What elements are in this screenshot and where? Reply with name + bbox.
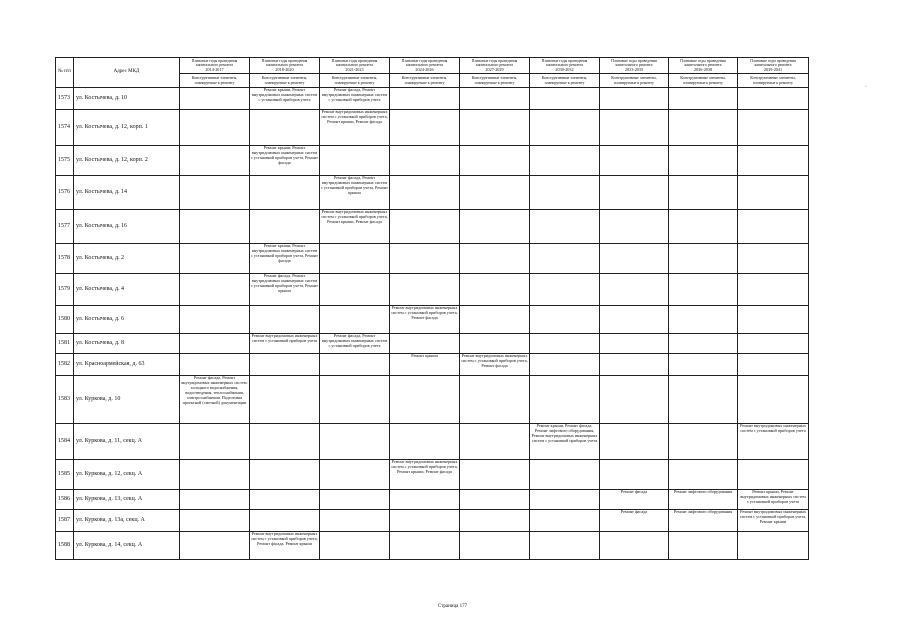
repair-works-cell (600, 244, 669, 274)
table-row (56, 334, 809, 354)
repair-works-cell (250, 376, 320, 424)
period-subheader: Конструктивные элементы, планируемые к ремонту (600, 74, 669, 88)
table-row (56, 424, 809, 460)
period-title: Плановые годы проведения капитального ремонта (611, 58, 657, 68)
repair-works-cell (738, 354, 809, 376)
repair-works-cell (600, 532, 669, 560)
repair-works-cell (460, 146, 530, 176)
repair-works-cell (250, 490, 320, 510)
repair-works-cell (669, 376, 738, 424)
row-number: 1581 (56, 334, 74, 354)
repair-works-cell (180, 306, 250, 334)
period-title: Плановые годы проведения капитального ремонта (331, 58, 378, 68)
repair-works-cell (600, 424, 669, 460)
repair-works-cell (390, 146, 460, 176)
repair-works-cell (669, 354, 738, 376)
repair-works-cell (320, 306, 390, 334)
building-address: ул. Костычева, д. 8 (74, 334, 180, 354)
period-subheader: Конструктивные элементы, планируемые к ремонту (180, 74, 250, 88)
repair-works-cell (530, 354, 600, 376)
repair-works-cell (250, 460, 320, 490)
repair-works-cell (669, 88, 738, 110)
repair-works-cell (738, 244, 809, 274)
repair-works-cell (460, 490, 530, 510)
repair-works-cell (530, 244, 600, 274)
building-address: ул. Куркова, д. 11, секц. А (74, 424, 180, 460)
repair-works-cell (738, 88, 809, 110)
repair-works-cell: Ремонт фасада, Ремонт внутридомовых инженерных систем с установкой приборов учета (320, 334, 390, 354)
repair-works-cell (390, 88, 460, 110)
repair-works-cell (600, 210, 669, 244)
repair-works-cell (530, 490, 600, 510)
repair-works-cell (669, 176, 738, 210)
period-title: Плановые годы проведения капитального ремонта (191, 58, 238, 68)
repair-works-cell (530, 510, 600, 532)
repair-works-cell (530, 210, 600, 244)
repair-works-cell: Ремонт крыши, Ремонт внутридомовых инженерных систем с установкой приборов учета (250, 88, 320, 110)
repair-works-cell: Ремонт лифтового оборудования (669, 510, 738, 532)
period-title: Плановые годы проведения капитального ремонта (541, 58, 588, 68)
repair-works-cell (600, 354, 669, 376)
repair-works-cell (390, 210, 460, 244)
building-address: ул. Костычева, д. 10 (74, 88, 180, 110)
repair-works-cell (250, 424, 320, 460)
repair-works-cell (390, 424, 460, 460)
period-title: Плановые годы проведения капитального ремонта (471, 58, 518, 68)
repair-works-cell: Ремонт фасада (600, 510, 669, 532)
repair-works-cell (669, 244, 738, 274)
repair-works-cell (460, 424, 530, 460)
period-subheader: Конструктивные элементы, планируемые к ремонту (320, 74, 390, 88)
table-row (56, 354, 809, 376)
repair-works-cell (180, 274, 250, 306)
period-subheader: Конструктивные элементы, планируемые к ремонту (530, 74, 600, 88)
repair-works-cell (180, 176, 250, 210)
repair-works-cell (320, 424, 390, 460)
document-page (55, 57, 808, 560)
repair-works-cell (320, 274, 390, 306)
repair-works-cell (738, 460, 809, 490)
row-number: 1586 (56, 490, 74, 510)
repair-works-cell (390, 244, 460, 274)
repair-works-cell: Ремонт крыши, Ремонт внутридомовых инженерных систем с установкой приборов учета, Ремонт фасада (250, 146, 320, 176)
building-address: ул. Костычева, д. 4 (74, 274, 180, 306)
period-header (390, 58, 460, 74)
period-subheader: Конструктивные элементы, планируемые к ремонту (738, 74, 809, 88)
repair-works-cell: Ремонт внутридомовых инженерных систем с установкой приборов учета, Ремонт фасада (460, 354, 530, 376)
period-years: 2021-2023 (345, 66, 364, 72)
row-number: 1574 (56, 110, 74, 146)
period-subheader: Конструктивные элементы, планируемые к ремонту (669, 74, 738, 88)
repair-works-cell (530, 306, 600, 334)
repair-works-cell (669, 274, 738, 306)
repair-schedule-table (55, 57, 809, 560)
table-row (56, 376, 809, 424)
repair-works-cell (669, 146, 738, 176)
repair-works-cell (460, 532, 530, 560)
repair-works-cell (180, 210, 250, 244)
repair-works-cell: Ремонт фасада, Ремонт внутридомовых инженерных систем с установкой приборов учета, Ремонт крыши (250, 274, 320, 306)
repair-works-cell (530, 176, 600, 210)
period-years: 2018-2020 (275, 66, 294, 72)
repair-works-cell (460, 210, 530, 244)
repair-works-cell: Ремонт внутридомовых инженерных систем с установкой приборов учета (738, 424, 809, 460)
repair-works-cell (250, 306, 320, 334)
repair-works-cell (320, 146, 390, 176)
building-address: ул. Куркова, д. 13а, секц. А (74, 510, 180, 532)
table-row (56, 110, 809, 146)
period-years: 2033-2035 (624, 66, 644, 72)
repair-works-cell (669, 334, 738, 354)
repair-works-cell (530, 532, 600, 560)
period-years: 2030-2032 (555, 66, 574, 72)
repair-works-cell (250, 176, 320, 210)
repair-works-cell (460, 510, 530, 532)
repair-works-cell (600, 376, 669, 424)
repair-works-cell: Ремонт фасада (600, 490, 669, 510)
period-header (530, 58, 600, 74)
building-address: ул. Костычева, д. 12, корп. 2 (74, 146, 180, 176)
repair-works-cell (460, 376, 530, 424)
repair-works-cell (180, 110, 250, 146)
repair-works-cell (669, 460, 738, 490)
repair-works-cell: Ремонт крыши (390, 354, 460, 376)
repair-works-cell (320, 490, 390, 510)
row-number: 1587 (56, 510, 74, 532)
period-header (180, 58, 250, 74)
period-header (738, 58, 809, 74)
repair-works-cell (390, 110, 460, 146)
row-number: 1583 (56, 376, 74, 424)
period-header (600, 58, 669, 74)
repair-works-cell: Ремонт внутридомовых инженерных систем с установкой приборов учета, Ремонт фасада, Ремонт крыши (250, 532, 320, 560)
repair-works-cell (320, 510, 390, 532)
num-column-header: № п/п (56, 58, 74, 88)
repair-works-cell (738, 532, 809, 560)
repair-works-cell (390, 510, 460, 532)
row-number: 1582 (56, 354, 74, 376)
repair-works-cell (738, 306, 809, 334)
period-subheader: Конструктивные элементы, планируемые к ремонту (460, 74, 530, 88)
table-body (56, 88, 809, 560)
repair-works-cell (390, 376, 460, 424)
repair-works-cell: Ремонт крыши, Ремонт внутридомовых инженерных систем с установкой приборов учета, Ремонт фасада (250, 244, 320, 274)
repair-works-cell (460, 334, 530, 354)
repair-works-cell (460, 274, 530, 306)
repair-works-cell (600, 460, 669, 490)
building-address: ул. Костычева, д. 6 (74, 306, 180, 334)
table-row (56, 532, 809, 560)
repair-works-cell (530, 334, 600, 354)
repair-works-cell (738, 110, 809, 146)
repair-works-cell: Ремонт крыши, Ремонт фасада, Ремонт лифтового оборудования, Ремонт внутридомовых инженерных систем с установкой приборов учета (530, 424, 600, 460)
period-years: 2024-2026 (415, 66, 434, 72)
repair-works-cell (390, 334, 460, 354)
repair-works-cell (600, 334, 669, 354)
address-column-header: Адрес МКД (74, 58, 180, 88)
repair-works-cell (738, 376, 809, 424)
period-years: 2014-2017 (205, 66, 224, 72)
repair-works-cell (600, 88, 669, 110)
table-row (56, 510, 809, 532)
repair-works-cell (460, 110, 530, 146)
repair-works-cell (460, 460, 530, 490)
repair-works-cell (320, 460, 390, 490)
page-number: Страница 177 (437, 604, 468, 609)
period-subheader: Конструктивные элементы, планируемые к ремонту (390, 74, 460, 88)
repair-works-cell (530, 88, 600, 110)
row-number: 1585 (56, 460, 74, 490)
repair-works-cell (600, 306, 669, 334)
repair-works-cell (180, 146, 250, 176)
period-header (320, 58, 390, 74)
repair-works-cell (250, 110, 320, 146)
repair-works-cell: Ремонт внутридомовых инженерных систем с установкой приборов учета, Ремонт фасада (390, 306, 460, 334)
repair-works-cell (460, 176, 530, 210)
repair-works-cell (180, 490, 250, 510)
row-number: 1577 (56, 210, 74, 244)
table-row (56, 460, 809, 490)
building-address: ул. Костычева, д. 14 (74, 176, 180, 210)
repair-works-cell (320, 532, 390, 560)
scan-edge-mark: · (865, 84, 867, 90)
building-address: ул. Куркова, д. 13, секц. А (74, 490, 180, 510)
repair-works-cell (180, 532, 250, 560)
period-years: 2039-2041 (763, 66, 783, 72)
building-address: ул. Куркова, д. 12, секц. А (74, 460, 180, 490)
repair-works-cell (320, 244, 390, 274)
row-number: 1575 (56, 146, 74, 176)
table-row (56, 274, 809, 306)
table-row (56, 176, 809, 210)
repair-works-cell (600, 146, 669, 176)
repair-works-cell (250, 510, 320, 532)
row-number: 1584 (56, 424, 74, 460)
period-years: 2027-2029 (485, 66, 504, 72)
building-address: ул. Костычева, д. 2 (74, 244, 180, 274)
period-header (669, 58, 738, 74)
repair-works-cell (669, 424, 738, 460)
repair-works-cell (180, 510, 250, 532)
period-years: 2036-2038 (693, 66, 713, 72)
table-row (56, 244, 809, 274)
repair-works-cell (600, 176, 669, 210)
repair-works-cell: Ремонт крыши, Ремонт внутридомовых инженерных систем с установкой приборов учета (738, 490, 809, 510)
repair-works-cell (320, 376, 390, 424)
building-address: ул. Куркова, д. 14, секц. А (74, 532, 180, 560)
repair-works-cell (530, 110, 600, 146)
period-header (460, 58, 530, 74)
repair-works-cell (600, 274, 669, 306)
repair-works-cell: Ремонт внутридомовых инженерных систем с установкой приборов учета, Ремонт крыши, Ремонт фасада (320, 110, 390, 146)
period-title: Плановые годы проведения капитального ремонта (261, 58, 308, 68)
repair-works-cell (738, 146, 809, 176)
repair-works-cell (530, 376, 600, 424)
repair-works-cell (390, 490, 460, 510)
repair-works-cell (669, 210, 738, 244)
repair-works-cell (669, 110, 738, 146)
period-title: Плановые годы проведения капитального ремонта (750, 58, 796, 68)
building-address: ул. Костычева, д. 16 (74, 210, 180, 244)
row-number: 1578 (56, 244, 74, 274)
repair-works-cell (460, 306, 530, 334)
repair-works-cell (250, 210, 320, 244)
repair-works-cell: Ремонт внутридомовых инженерных систем с установкой приборов учета, Ремонт крыши, Ремонт фасада (390, 460, 460, 490)
repair-works-cell (600, 110, 669, 146)
building-address: ул. Красноармейская, д. 63 (74, 354, 180, 376)
repair-works-cell (180, 424, 250, 460)
repair-works-cell: Ремонт лифтового оборудования (669, 490, 738, 510)
building-address: ул. Куркова, д. 10 (74, 376, 180, 424)
period-subheader: Конструктивные элементы, планируемые к ремонту (250, 74, 320, 88)
repair-works-cell (390, 176, 460, 210)
repair-works-cell (390, 274, 460, 306)
repair-works-cell (669, 306, 738, 334)
table-row (56, 88, 809, 110)
repair-works-cell (180, 354, 250, 376)
repair-works-cell: Ремонт внутридомовых инженерных систем с установкой приборов учета, Ремонт крыши (738, 510, 809, 532)
repair-works-cell (530, 146, 600, 176)
repair-works-cell (738, 210, 809, 244)
repair-works-cell (669, 532, 738, 560)
repair-works-cell: Ремонт внутридомовых инженерных систем с установкой приборов учета (250, 334, 320, 354)
row-number: 1580 (56, 306, 74, 334)
building-address: ул. Костычева, д. 12, корп. 1 (74, 110, 180, 146)
table-header (56, 58, 809, 88)
repair-works-cell (738, 176, 809, 210)
repair-works-cell: Ремонт фасада, Ремонт внутридомовых инженерных систем с установкой приборов учета, Ремонт крыши (320, 176, 390, 210)
repair-works-cell: Ремонт фасада, Ремонт внутридомовых инженерных систем с установкой приборов учета (320, 88, 390, 110)
row-number: 1573 (56, 88, 74, 110)
table-row (56, 146, 809, 176)
repair-works-cell (320, 354, 390, 376)
repair-works-cell (250, 354, 320, 376)
row-number: 1576 (56, 176, 74, 210)
repair-works-cell (738, 274, 809, 306)
repair-works-cell (180, 244, 250, 274)
repair-works-cell (460, 244, 530, 274)
repair-works-cell (738, 334, 809, 354)
repair-works-cell (180, 88, 250, 110)
repair-works-cell (180, 334, 250, 354)
period-title: Плановые годы проведения капитального ремонта (680, 58, 726, 68)
repair-works-cell (460, 88, 530, 110)
repair-works-cell: Ремонт фасада, Ремонт внутридомовых инженерных систем: холодного водоснабжения, водоотведения, теплоснабжения, электроснабжения. Подготовка проектной (сметной) документации (180, 376, 250, 424)
period-header (250, 58, 320, 74)
period-title: Плановые годы проведения капитального ремонта (401, 58, 448, 68)
table-row (56, 490, 809, 510)
repair-works-cell (530, 274, 600, 306)
repair-works-cell (390, 532, 460, 560)
repair-works-cell (180, 460, 250, 490)
table-row (56, 210, 809, 244)
repair-works-cell: Ремонт внутридомовых инженерных систем с установкой приборов учета, Ремонт крыши, Ремонт фасада (320, 210, 390, 244)
repair-works-cell (530, 460, 600, 490)
row-number: 1579 (56, 274, 74, 306)
row-number: 1588 (56, 532, 74, 560)
table-row (56, 306, 809, 334)
